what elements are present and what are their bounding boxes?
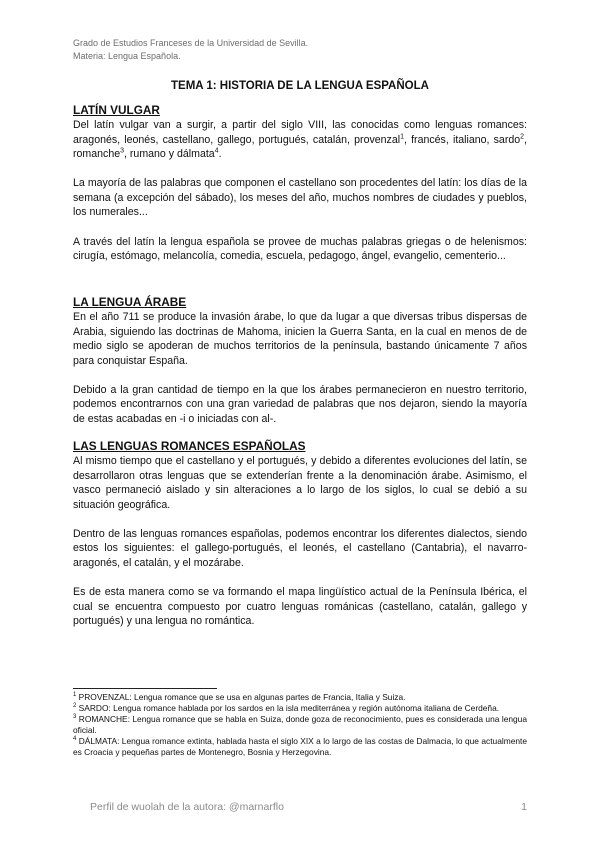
footnote-divider <box>73 688 217 689</box>
section-heading: LA LENGUA ÁRABE <box>73 295 187 309</box>
paragraph: La mayoría de las palabras que componen el castellano son procedentes del latín: los días de la semana (a excepción del sábado), los meses del año, muchos nombres de ciudades y pueblos, los numerales... <box>73 177 527 219</box>
footnote-number: 2 <box>73 703 77 710</box>
text-run: , romanche <box>73 133 527 161</box>
paragraph: A través del latín la lengua española se provee de muchas palabras griegas o de helenismos: cirugía, estómago, melancolía, comedia, escuela, pedagogo, ángel, evangelio, cementerio... <box>73 235 527 263</box>
text-run: , francés, italiano, sardo <box>404 133 521 146</box>
text-run: . <box>218 148 222 161</box>
footnote <box>73 736 527 758</box>
header-university: Grado de Estudios Franceses de la Universidad de Sevilla. <box>73 38 309 48</box>
text-run: , rumano y dálmata <box>124 148 215 161</box>
footnote-number: 4 <box>73 736 77 743</box>
section-latin-vulgar <box>73 103 527 264</box>
paragraph <box>73 118 527 162</box>
footnote-ref[interactable]: 3 <box>120 147 125 155</box>
header-subject: Materia: Lengua Española. <box>73 51 181 61</box>
text-run: Del latín vulgar van a surgir, a partir del siglo VIII, las conocidas como lenguas romances: aragonés, leonés, castellano, gallego, portugués, catalán, provenzal <box>73 119 527 146</box>
section-lenguas-romances <box>73 439 527 629</box>
paragraph: En el año 711 se produce la invasión árabe, lo que da lugar a que diversas tribus dispersas de Arabia, siguiendo las doctrinas de Mahoma, inicien la Guerra Santa, en la cual en menos de de medio siglo se apoderan de muchos territorios de la península, bastando únicamente 7 años para conquistar España. <box>73 311 527 367</box>
footnote-number: 1 <box>73 692 77 699</box>
footnote-ref[interactable]: 1 <box>400 133 405 141</box>
footnote <box>73 703 527 714</box>
document-header <box>73 37 527 63</box>
section-heading: LATÍN VULGAR <box>73 103 160 117</box>
footnote-text: SARDO: Lengua romance hablada por los sardos en la isla mediterránea y región autónoma italiana de Cerdeña. <box>76 703 500 713</box>
footnote-text: ROMANCHE: Lengua romance que se habla en Suiza, donde goza de reconocimiento, pues es considerada una lengua oficial. <box>73 714 527 735</box>
page-title: TEMA 1: HISTORIA DE LA LENGUA ESPAÑOLA <box>171 80 429 92</box>
paragraph: Debido a la gran cantidad de tiempo en la que los árabes permanecieron en nuestro territorio, podemos encontrarnos con una gran variedad de palabras que nos dejaron, siendo la mayoría de estas acabadas en -i o iniciadas con al-. <box>73 383 527 426</box>
footnote-ref[interactable]: 2 <box>520 133 525 141</box>
section-lengua-arabe <box>73 295 527 427</box>
footnote-number: 3 <box>73 714 77 721</box>
footnote-text: PROVENZAL: Lengua romance que se usa en algunas partes de Francia, Italia y Suiza. <box>76 692 406 702</box>
paragraph: Al mismo tiempo que el castellano y el portugués, y debido a diferentes evoluciones del latín, se desarrollaron otras lenguas que se extenderían frente a la denominación árabe. Asimismo, el vasco permaneció aislado y sin alteraciones a lo largo de los siglos, lo cual se debió a su situación geográfica. <box>73 455 527 511</box>
section-heading: LAS LENGUAS ROMANCES ESPAÑOLAS <box>73 439 306 453</box>
footnote-ref[interactable]: 4 <box>214 147 219 155</box>
paragraph: Es de esta manera como se va formando el mapa lingüístico actual de la Península Ibérica, el cual se encuentra compuesto por cuatro lenguas románicas (castellano, catalán, gallego y portugués) y una lengua no romántica. <box>73 586 527 628</box>
footnote <box>73 714 527 736</box>
footnotes <box>73 692 527 758</box>
footnote-text: DÁLMATA: Lengua romance extinta, hablada hasta el siglo XIX a lo largo de las costas de Dalmacia, lo que actualmente es Croacia y pequeñas partes de Montenegro, Bosnia y Herzegovina. <box>73 736 527 757</box>
page-number: 1 <box>521 801 527 813</box>
paragraph: Dentro de las lenguas romances españolas, podemos encontrar los diferentes dialectos, siendo estos los siguientes: el gallego-portugués, el leonés, el castellano (Cantabria), el navarro-aragonés, el catalán, y el mozárabe. <box>73 527 527 570</box>
footnote <box>73 692 527 703</box>
author-profile-link[interactable]: Perfil de wuolah de la autora: @marnarflo <box>90 801 284 813</box>
